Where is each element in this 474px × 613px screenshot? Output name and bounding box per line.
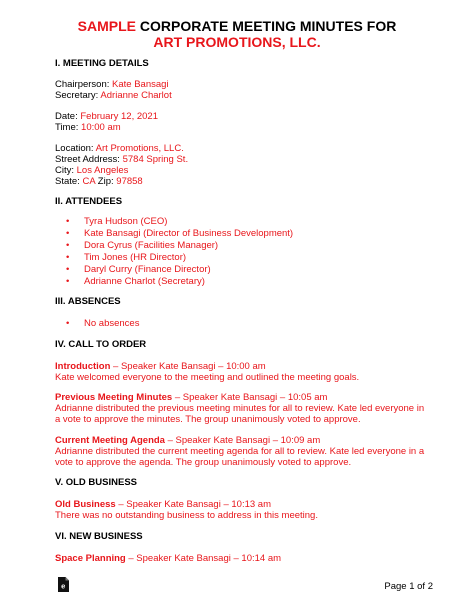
agenda-item-title: Introduction – Speaker Kate Bansagi – 10:00 am: [55, 361, 266, 372]
time-value: 10:00 am: [81, 122, 121, 133]
title-rest: CORPORATE MEETING MINUTES FOR: [136, 18, 397, 34]
zip-value: 97858: [116, 176, 143, 187]
agenda-item-title: Space Planning – Speaker Kate Bansagi – 10:14 am: [55, 553, 282, 564]
agenda-item-title: Previous Meeting Minutes – Speaker Kate Bansagi – 10:05 am: [55, 392, 328, 403]
attendee-item: • Tyra Hudson (CEO): [66, 216, 168, 227]
chairperson-value: Kate Bansagi: [112, 79, 169, 90]
agenda-item-body: Kate welcomed everyone to the meeting and outlined the meeting goals.: [55, 372, 360, 383]
section-heading-attendees: II. ATTENDEES: [55, 196, 123, 207]
attendee-item: • Daryl Curry (Finance Director): [66, 264, 211, 275]
agenda-item-body: vote to approve the agenda. The group unanimously voted to approve.: [55, 457, 352, 468]
section-heading-meeting-details: I. MEETING DETAILS: [55, 58, 149, 69]
agenda-item-body: There was no outstanding business to address in this meeting.: [55, 510, 318, 521]
title-sample-word: SAMPLE: [77, 18, 137, 34]
eforms-logo-icon: [58, 577, 69, 592]
section-heading-absences: III. ABSENCES: [55, 296, 121, 307]
time-line: Time: 10:00 am: [55, 122, 121, 133]
document-title-line-2: ART PROMOTIONS, LLC.: [153, 34, 321, 50]
attendee-item: • Dora Cyrus (Facilities Manager): [66, 240, 219, 251]
attendee-item: • Adrianne Charlot (Secretary): [66, 276, 205, 287]
secretary-value: Adrianne Charlot: [100, 90, 172, 101]
page-number: Page 1 of 2: [384, 581, 433, 592]
state-value: CA: [82, 176, 96, 187]
attendee-item: • Kate Bansagi (Director of Business Development): [66, 228, 294, 239]
document-title-line-1: [0, 18, 474, 34]
agenda-item-title: Old Business – Speaker Kate Bansagi – 10:13 am: [55, 499, 271, 510]
agenda-item-body: a vote to approve the minutes. The group unanimously voted to approve.: [55, 414, 361, 425]
svg-text:e: e: [61, 581, 66, 591]
chairperson-line: Chairperson: Kate Bansagi: [55, 79, 169, 90]
section-heading-old-business: V. OLD BUSINESS: [55, 477, 138, 488]
city-line: City: Los Angeles: [55, 165, 129, 176]
location-value: Art Promotions, LLC.: [95, 143, 184, 154]
agenda-item-title: Current Meeting Agenda – Speaker Kate Bansagi – 10:09 am: [55, 435, 321, 446]
agenda-item-body: Adrianne distributed the current meeting agenda for all to review. Kate led everyone in a: [55, 446, 425, 457]
city-value: Los Angeles: [76, 165, 129, 176]
agenda-item-body: Adrianne distributed the previous meeting minutes for all to review. Kate led everyone in: [55, 403, 425, 414]
secretary-line: Secretary: Adrianne Charlot: [55, 90, 172, 101]
date-line: Date: February 12, 2021: [55, 111, 158, 122]
attendee-item: • Tim Jones (HR Director): [66, 252, 187, 263]
absence-item: • No absences: [66, 318, 140, 329]
location-line: Location: Art Promotions, LLC.: [55, 143, 184, 154]
street-line: Street Address: 5784 Spring St.: [55, 154, 189, 165]
section-heading-call-to-order: IV. CALL TO ORDER: [55, 339, 147, 350]
section-heading-new-business: VI. NEW BUSINESS: [55, 531, 143, 542]
date-value: February 12, 2021: [80, 111, 158, 122]
state-zip-line: State: CA Zip: 97858: [55, 176, 143, 187]
street-value: 5784 Spring St.: [122, 154, 189, 165]
